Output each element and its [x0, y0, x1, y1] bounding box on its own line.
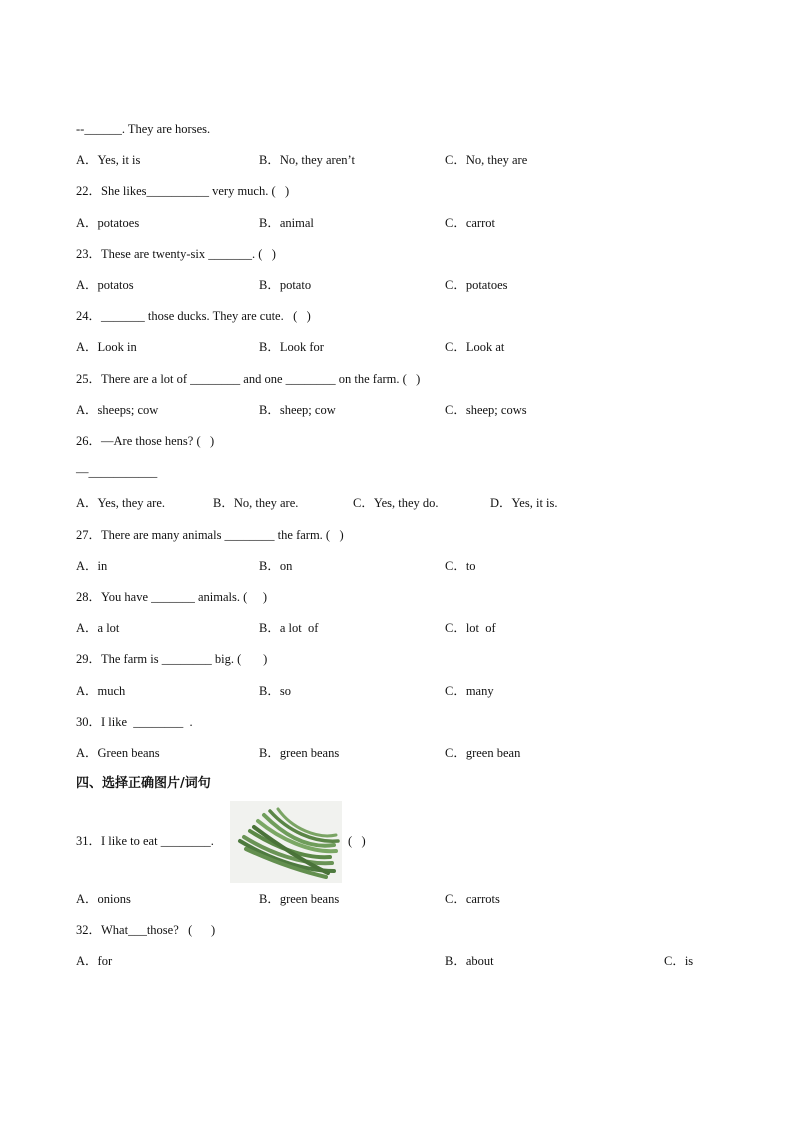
q23-option-c[interactable]: C．potatoes	[445, 278, 508, 292]
q25-option-c[interactable]: C．sheep; cows	[445, 403, 527, 417]
q25-option-b[interactable]: B．sheep; cow	[259, 403, 336, 417]
q21-option-c[interactable]: C．No, they are	[445, 153, 528, 167]
q29-option-a[interactable]: A．much	[76, 684, 126, 698]
q32-stem: 32．What___those? ( )	[76, 923, 216, 937]
q30-stem: 30．I like ________ .	[76, 715, 193, 729]
q32-option-a[interactable]: A．for	[76, 954, 113, 968]
q24-option-c[interactable]: C．Look at	[445, 340, 505, 354]
q27-option-a[interactable]: A．in	[76, 559, 108, 573]
q28-option-c[interactable]: C．lot of	[445, 621, 496, 635]
q26-stem: 26．—Are those hens? ( )	[76, 434, 215, 448]
q31-option-b[interactable]: B．green beans	[259, 892, 340, 906]
q32-option-c[interactable]: C．is	[664, 954, 694, 968]
q31-option-c[interactable]: C．carrots	[445, 892, 500, 906]
q26-option-a[interactable]: A．Yes, they are.	[76, 496, 165, 510]
q24-option-a[interactable]: A．Look in	[76, 340, 137, 354]
q25-stem: 25．There are a lot of ________ and one ________ on the farm. ( )	[76, 372, 421, 386]
q30-option-a[interactable]: A．Green beans	[76, 746, 160, 760]
q22-option-b[interactable]: B．animal	[259, 216, 314, 230]
q24-option-b[interactable]: B．Look for	[259, 340, 324, 354]
q31-answer-paren: ( )	[348, 834, 366, 848]
q26-option-d[interactable]: D．Yes, it is.	[490, 496, 558, 510]
q32-option-b[interactable]: B．about	[445, 954, 494, 968]
q28-option-b[interactable]: B．a lot of	[259, 621, 319, 635]
q31-stem: 31．I like to eat ________.	[76, 834, 214, 848]
q21-option-b[interactable]: B．No, they aren’t	[259, 153, 355, 167]
q27-option-b[interactable]: B．on	[259, 559, 293, 573]
q30-option-c[interactable]: C．green bean	[445, 746, 521, 760]
q29-option-b[interactable]: B．so	[259, 684, 291, 698]
q26-option-b[interactable]: B．No, they are.	[213, 496, 299, 510]
q23-option-a[interactable]: A．potatos	[76, 278, 134, 292]
q21-option-a[interactable]: A．Yes, it is	[76, 153, 141, 167]
q27-option-c[interactable]: C．to	[445, 559, 476, 573]
q29-stem: 29．The farm is ________ big. ( )	[76, 652, 268, 666]
q25-option-a[interactable]: A．sheeps; cow	[76, 403, 159, 417]
q26-answer-line: —___________	[76, 465, 158, 479]
q23-option-b[interactable]: B．potato	[259, 278, 312, 292]
q22-option-a[interactable]: A．potatoes	[76, 216, 140, 230]
q28-stem: 28．You have _______ animals. ( )	[76, 590, 268, 604]
q22-stem: 22．She likes__________ very much. ( )	[76, 184, 290, 198]
green-beans-image	[230, 801, 342, 883]
q28-option-a[interactable]: A．a lot	[76, 621, 120, 635]
q30-option-b[interactable]: B．green beans	[259, 746, 340, 760]
q26-option-c[interactable]: C．Yes, they do.	[353, 496, 439, 510]
section-4-heading: 四、选择正确图片/词句	[76, 776, 211, 791]
q29-option-c[interactable]: C．many	[445, 684, 494, 698]
q22-option-c[interactable]: C．carrot	[445, 216, 495, 230]
q21-stem: --______. They are horses.	[76, 122, 211, 136]
q31-option-a[interactable]: A．onions	[76, 892, 131, 906]
q27-stem: 27．There are many animals ________ the farm. ( )	[76, 528, 344, 542]
q24-stem: 24．_______ those ducks. They are cute. ( )	[76, 309, 311, 323]
q23-stem: 23．These are twenty-six _______. ( )	[76, 247, 276, 261]
